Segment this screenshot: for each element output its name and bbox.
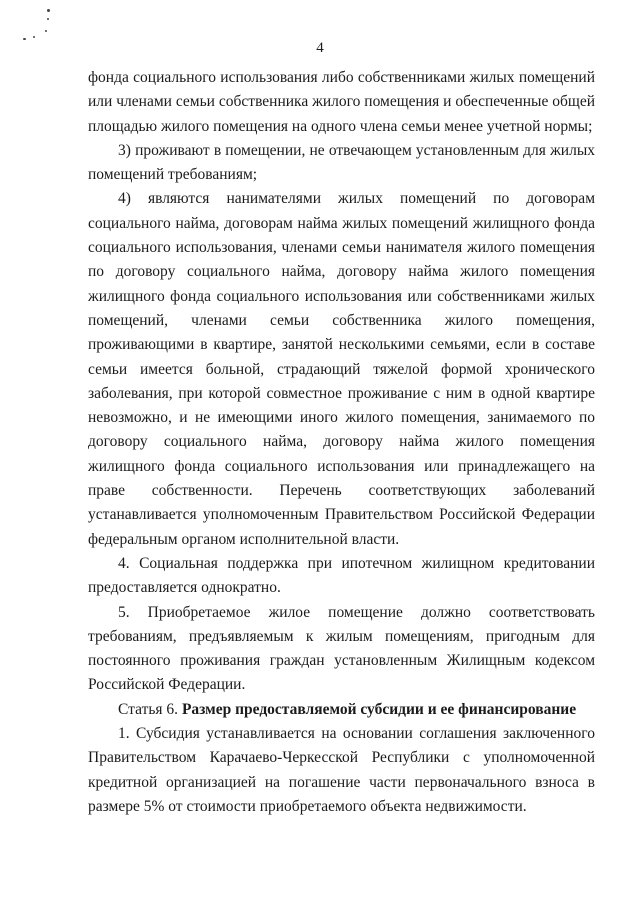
document-body	[88, 66, 595, 819]
article-6-title: Размер предоставляемой субсидии и ее финансирование	[181, 700, 577, 718]
paragraph-continuation: фонда социального использования либо собственниками жилых помещений или членами семьи собственника жилого помещения и обеспеченные общей площадью жилого помещения на одного члена семьи менее учетной нормы;	[88, 69, 595, 135]
scan-speck	[47, 18, 49, 20]
page-number: 4	[316, 40, 324, 56]
paragraph-item-4: 4) являются нанимателями жилых помещений по договорам социального найма, договорам найма жилых помещений жилищного фонда социального использования, членами семьи нанимателя жилого помещения по договору социального найма, договору найма жилого помещения жилищного фонда социального использования или собственниками жилых помещений, членами семьи собственника жилого помещения, проживающими в квартире, занятой несколькими семьями, если в составе семьи имеется больной, страдающий тяжелой формой хронического заболевания, при которой совместное проживание с ним в одной квартире невозможно, и не имеющими иного жилого помещения, занимаемого по договору социального найма, договору найма жилого помещения жилищного фонда социального использования или принадлежащего на праве собственности. Перечень соответствующих заболеваний устанавливается уполномоченным Правительством Российской Федерации федеральным органом исполнительной власти.	[88, 190, 595, 548]
paragraph-clause-5: 5. Приобретаемое жилое помещение должно соответствовать требованиям, предъявляемым к жилым помещениям, пригодным для постоянного проживания граждан установленным Жилищным кодексом Российской Федерации.	[88, 603, 595, 694]
article-6-prefix: Статья 6.	[118, 700, 179, 718]
scan-speck	[47, 9, 50, 12]
paragraph-clause-4: 4. Социальная поддержка при ипотечном жилищном кредитовании предоставляется однократно.	[88, 554, 595, 597]
article-6-heading	[88, 698, 595, 722]
paragraph-item-3: 3) проживают в помещении, не отвечающем установленным для жилых помещений требованиям;	[88, 141, 595, 184]
scan-speck	[45, 30, 47, 32]
article-6-clause-1: 1. Субсидия устанавливается на основании соглашения заключенного Правительством Карачаево-Черкесской Республики с уполномоченной кредитной организацией на погашение части первоначального взноса в размере 5% от стоимости приобретаемого объекта недвижимости.	[88, 725, 595, 815]
scan-speck	[33, 36, 35, 38]
